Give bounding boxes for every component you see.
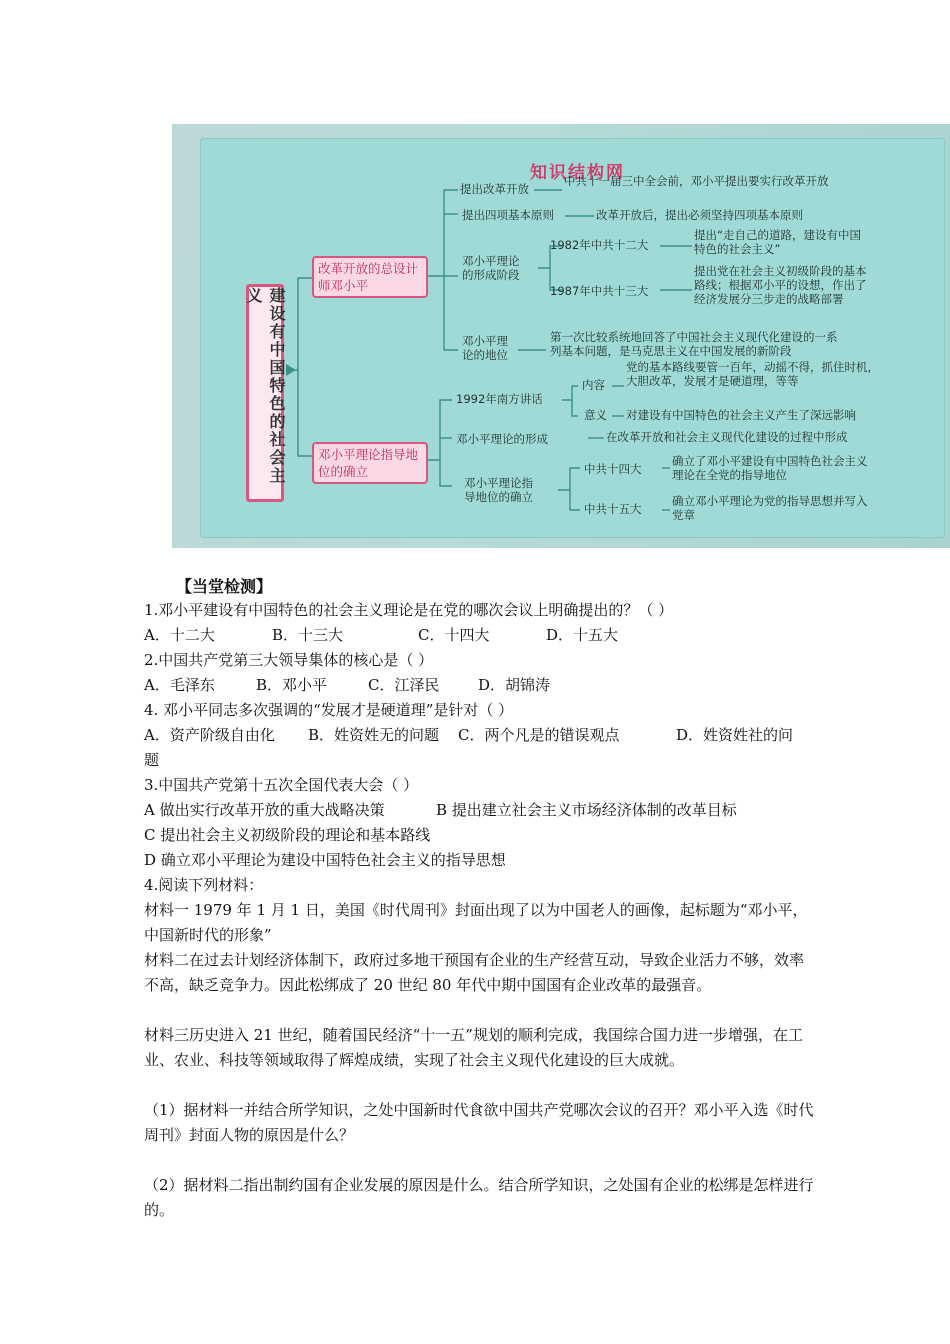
- q4-option-d: D．姓资姓社的问: [676, 726, 794, 744]
- node-13th-congress-detail: 提出党在社会主义初级阶段的基本 路线；根据邓小平的设想，作出了 经济发展分三步走的战略部署: [694, 264, 867, 306]
- q2-option-a: A．毛泽东: [144, 676, 215, 694]
- sub-question-1: （1）据材料一并结合所学知识，之处中国新时代食欲中国共产党哪次会议的召开？邓小平入选《时代周刊》封面人物的原因是什么？: [144, 1101, 814, 1144]
- node-13th-congress: 1987年中共十三大: [550, 284, 649, 298]
- knowledge-map-board: [200, 138, 945, 538]
- q1-option-d: D．十五大: [546, 626, 619, 644]
- node-guiding-status: 邓小平理论指 导地位的确立: [464, 476, 533, 504]
- q1-option-b: B．十三大: [272, 626, 344, 644]
- material-3: 材料三历史进入 21 世纪，随着国民经济“十一五”规划的顺利完成，我国综合国力进一步增强，在工业、农业、科技等领域取得了辉煌成绩，实现了社会主义现代化建设的巨大成就。: [144, 1026, 803, 1069]
- q3-option-d: D 确立邓小平理论为建设中国特色社会主义的指导思想: [144, 851, 506, 869]
- node-south-talks: 1992年南方讲话: [456, 392, 543, 406]
- q4-option-a: A．资产阶级自由化: [144, 726, 275, 744]
- q2-option-b: B．邓小平: [256, 676, 328, 694]
- node-15th-congress: 中共十五大: [584, 502, 642, 516]
- node-formation-stage: 邓小平理论 的形成阶段: [462, 254, 520, 282]
- q4-option-c: C．两个凡是的错误观点: [458, 726, 620, 744]
- q4-option-b: B．姓资姓无的问题: [308, 726, 440, 744]
- node-reform-open-detail: 中共十一届三中全会前，邓小平提出要实行改革开放: [564, 174, 829, 188]
- root-node: [246, 284, 284, 502]
- node-theory-formation: 邓小平理论的形成: [456, 432, 548, 446]
- node-12th-congress: 1982年中共十二大: [550, 238, 649, 252]
- q4-option-d-cont: 题: [144, 751, 160, 769]
- node-15th-congress-detail: 确立邓小平理论为党的指导思想并写入 党章: [672, 494, 868, 522]
- knowledge-map-photo: [172, 124, 950, 548]
- node-significance-detail: 对建设有中国特色的社会主义产生了深远影响: [626, 408, 856, 422]
- section-heading: 【当堂检测】: [176, 577, 273, 596]
- map-title: 知识结构网: [530, 163, 625, 183]
- q3-option-a: A 做出实行改革开放的重大战略决策: [144, 801, 385, 819]
- sub-question-2: （2）据材料二指出制约国有企业发展的原因是什么。结合所学知识，之处国有企业的松绑是怎样进行的。: [144, 1176, 814, 1219]
- node-content-detail: 党的基本路线要管一百年，动摇不得，抓住时机， 大胆改革，发展才是硬道理，等等: [626, 360, 879, 388]
- q2-option-d: D．胡锦涛: [478, 676, 551, 694]
- question-3: 3.中国共产党第十五次全国代表大会（ ）: [144, 776, 419, 794]
- branch-node-deng: 改革开放的总设计师邓小平: [312, 256, 428, 298]
- question-5: 4.阅读下列材料：: [144, 876, 264, 894]
- root-node-label: 建设有中国特色的社会主义: [244, 287, 286, 485]
- node-four-principles: 提出四项基本原则: [462, 208, 554, 222]
- node-content: 内容: [582, 378, 605, 392]
- node-four-principles-detail: 改革开放后，提出必须坚持四项基本原则: [596, 208, 803, 222]
- branch-node-theory: 邓小平理论指导地位的确立: [312, 442, 428, 484]
- node-theory-formation-detail: 在改革开放和社会主义现代化建设的过程中形成: [606, 430, 848, 444]
- question-1: 1.邓小平建设有中国特色的社会主义理论是在党的哪次会议上明确提出的？（ ）: [144, 601, 674, 619]
- q3-option-c: C 提出社会主义初级阶段的理论和基本路线: [144, 826, 431, 844]
- node-theory-status-detail: 第一次比较系统地回答了中国社会主义现代化建设的一系 列基本问题，是马克思主义在中国发展的新阶段: [550, 330, 838, 358]
- node-12th-congress-detail: 提出“走自己的道路，建设有中国 特色的社会主义”: [694, 228, 861, 256]
- q3-option-b: B 提出建立社会主义市场经济体制的改革目标: [436, 801, 737, 819]
- node-14th-congress-detail: 确立了邓小平建设有中国特色社会主义 理论在全党的指导地位: [672, 454, 868, 482]
- q1-option-c: C．十四大: [418, 626, 490, 644]
- node-significance: 意义: [584, 408, 607, 422]
- q2-option-c: C．江泽民: [368, 676, 440, 694]
- material-1: 材料一 1979 年 1 月 1 日，美国《时代周刊》封面出现了以为中国老人的画像，起标题为“邓小平，中国新时代的形象”: [144, 901, 808, 944]
- question-4a: 4. 邓小平同志多次强调的“发展才是硬道理”是针对（ ）: [144, 701, 514, 719]
- q1-option-a: A．十二大: [144, 626, 215, 644]
- node-reform-open: 提出改革开放: [460, 182, 529, 196]
- node-theory-status: 邓小平理 论的地位: [462, 334, 508, 362]
- material-2: 材料二在过去计划经济体制下，政府过多地干预国有企业的生产经营互动，导致企业活力不够，效率不高，缺乏竞争力。因此松绑成了 20 世纪 80 年代中期中国国有企业改革的最强音。: [144, 951, 805, 994]
- node-14th-congress: 中共十四大: [584, 462, 642, 476]
- question-2: 2.中国共产党第三大领导集体的核心是（ ）: [144, 651, 434, 669]
